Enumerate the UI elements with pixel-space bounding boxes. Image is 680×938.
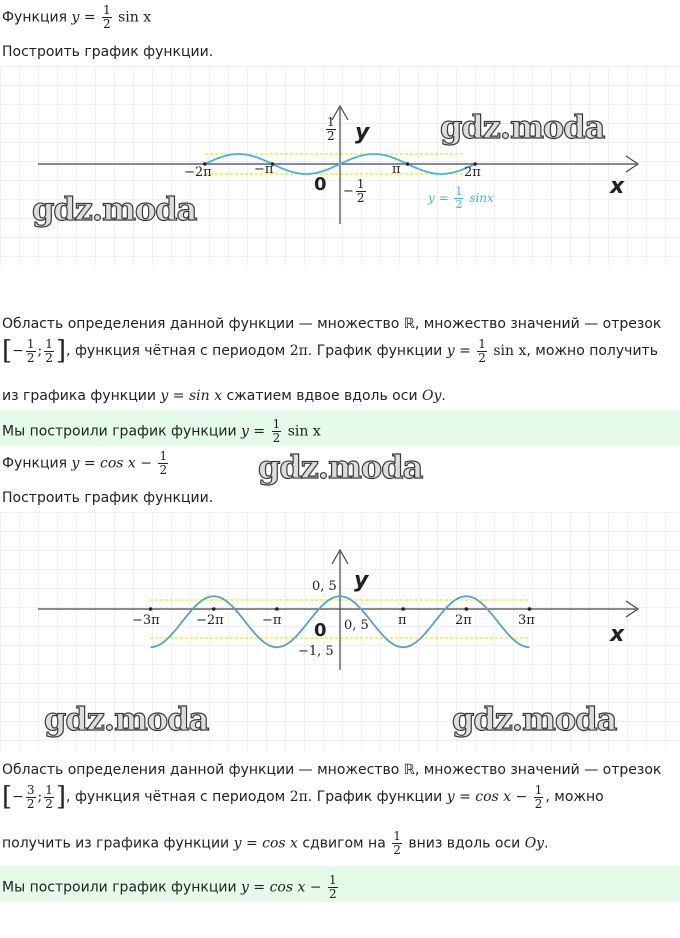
task2-instruction: Построить график функции. — [2, 490, 214, 506]
origin-label: 0 — [314, 620, 327, 641]
x-tick-label: −π — [262, 613, 282, 628]
y-axis-label: y — [355, 120, 370, 145]
watermark: gdz.moda — [32, 190, 197, 228]
task2-description-line3: получить из графика функции y = cos x сдвигом на $\frac{1}{2}$ вниз вдоль оси Oy. — [2, 829, 549, 857]
task1-instruction: Построить график функции. — [2, 44, 214, 60]
task1-result: Мы построили график функции y = $\frac{1}{2}$ sin x — [0, 410, 680, 446]
task1-graph — [0, 66, 680, 266]
watermark: gdz.moda — [452, 700, 617, 738]
x-tick-label: 3π — [518, 613, 535, 628]
x-tick-label: π — [398, 613, 407, 628]
curve-label: y = $\frac{1}{2}$ sinx — [428, 185, 494, 211]
x-tick-dot — [528, 607, 532, 611]
watermark: gdz.moda — [440, 108, 605, 146]
x-tick-label: 2π — [464, 165, 481, 180]
task2-description-line1: Область определения данной функции — множество ℝ, множество значений — отрезок — [2, 762, 662, 778]
x-tick-label: −2π — [184, 165, 212, 180]
task2-graph — [0, 512, 680, 750]
x-tick-dot — [212, 607, 216, 611]
x-tick-label: π — [392, 162, 401, 177]
task1-title: Функция y = $\frac{1}{2}$ sin x — [2, 3, 152, 31]
tick-bottom-label: −1, 5 — [298, 644, 334, 659]
tick-half-bottom: − $\frac{1}{2}$ — [343, 177, 365, 205]
task2-title: Функция y = cos x − $\frac{1}{2}$ — [2, 449, 168, 477]
x-tick-dot — [275, 607, 279, 611]
task2-result: Мы построили график функции y = cos x − $\frac{1}{2}$ — [0, 866, 680, 902]
task1-title-fraction: $\frac{1}{2}$ — [103, 3, 111, 31]
task1-description-line3: из графика функции y = sin x сжатием вдвое вдоль оси Oy. — [2, 388, 446, 404]
x-tick-label: 2π — [455, 613, 472, 628]
x-tick-dot — [406, 162, 410, 166]
task1-graph-svg — [0, 66, 680, 266]
task1-description-line2: [− $\frac{1}{2}$ ; $\frac{1}{2}$ ], функция чётная с периодом 2π. График функции y = $\frac{1}{2}$ sin x, можно получить — [2, 336, 658, 366]
x-axis-label: x — [610, 622, 625, 647]
x-tick-dot — [401, 607, 405, 611]
origin-label: 0 — [314, 174, 327, 195]
watermark: gdz.moda — [44, 700, 209, 738]
tick-top-label: 0, 5 — [312, 579, 337, 594]
task2-description-line2: [− $\frac{3}{2}$ ; $\frac{1}{2}$ ], функция чётная с периодом 2π. График функции y = cos x − $\frac{1}{2}$ , можно — [2, 782, 604, 812]
tick-mid-label: 0, 5 — [344, 618, 369, 633]
watermark: gdz.moda — [258, 448, 423, 486]
x-axis-label: x — [610, 174, 625, 199]
x-tick-dot — [149, 607, 153, 611]
y-axis-label: y — [354, 568, 369, 593]
tick-half-top: $\frac{1}{2}$ — [327, 115, 335, 143]
task1-description-line1: Область определения данной функции — множество ℝ, множество значений — отрезок — [2, 316, 662, 332]
x-tick-label: −π — [254, 162, 274, 177]
x-tick-dot — [464, 607, 468, 611]
x-tick-label: −2π — [196, 613, 224, 628]
x-tick-label: −3π — [132, 613, 160, 628]
